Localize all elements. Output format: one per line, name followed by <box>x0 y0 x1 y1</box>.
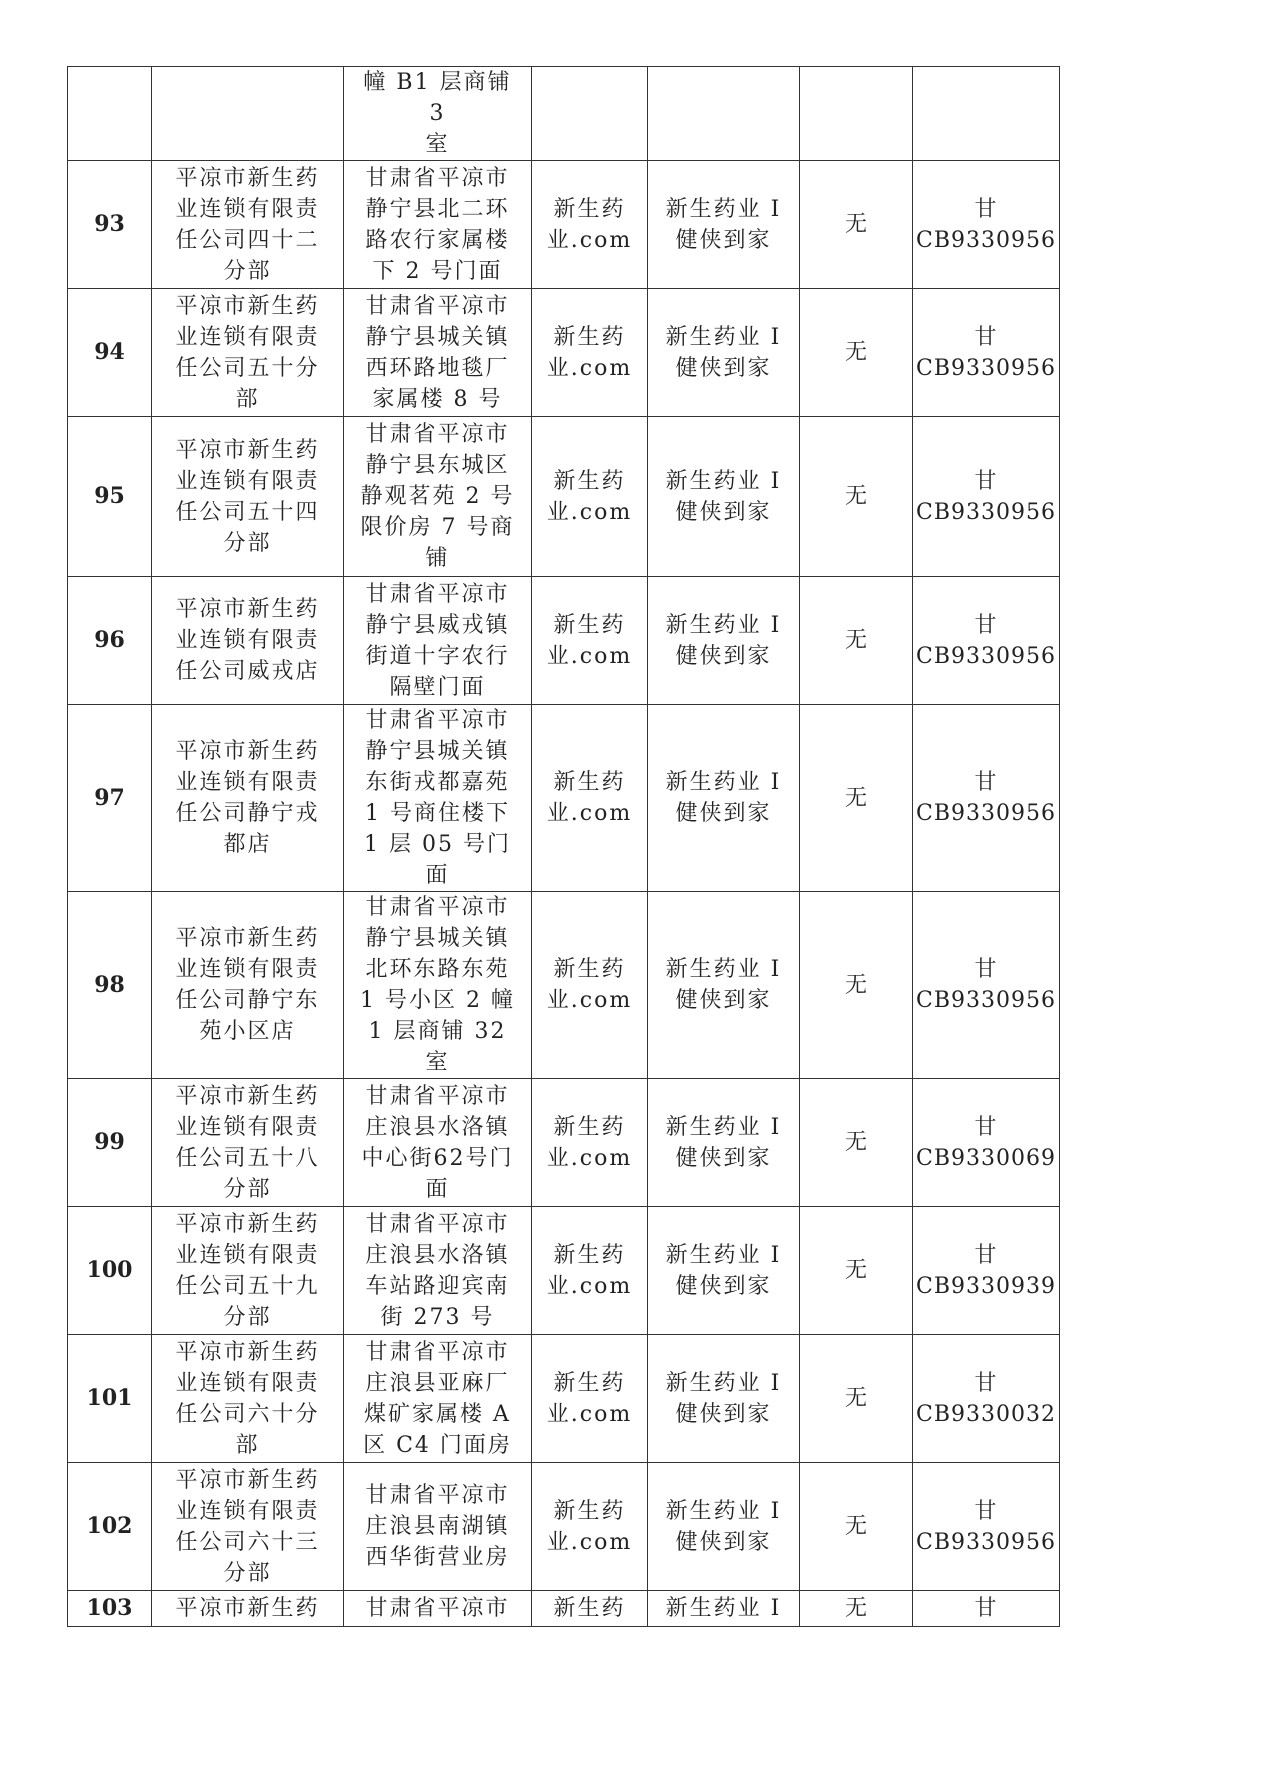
app-name-cell <box>648 892 800 1079</box>
branch-name-cell <box>152 1591 344 1627</box>
app-name: 新生药业 I 健侠到家 <box>665 612 782 669</box>
website: 新生药 业.com <box>546 1114 633 1171</box>
license-number-cell <box>913 577 1060 705</box>
website: 新生药 业.com <box>546 196 633 253</box>
branch-name: 平凉市新生药业连锁有限责任公司五十分部 <box>175 293 320 412</box>
license-number: 甘 CB9330956 <box>916 770 1056 826</box>
row-number-cell <box>68 417 152 577</box>
service-status: 无 <box>844 1130 867 1155</box>
service-status-cell <box>800 417 913 577</box>
service-status-cell <box>800 161 913 289</box>
app-name-cell <box>648 1079 800 1207</box>
app-name-cell <box>648 1335 800 1463</box>
branch-address: 甘肃省平凉市 <box>365 1596 510 1621</box>
branch-address-cell <box>344 161 532 289</box>
website-cell <box>532 577 648 705</box>
row-number: 97 <box>94 784 125 811</box>
table-row <box>68 705 1060 892</box>
branch-name: 平凉市新生药业连锁有限责任公司五十四分部 <box>175 437 320 556</box>
service-status: 无 <box>844 1258 867 1283</box>
website-cell <box>532 1207 648 1335</box>
row-number: 98 <box>94 971 125 998</box>
app-name: 新生药业 I 健侠到家 <box>665 1370 782 1427</box>
branch-name-cell <box>152 1207 344 1335</box>
service-status: 无 <box>844 212 867 237</box>
branch-address: 甘肃省平凉市静宁县城关镇西环路地毯厂家属楼 8 号 <box>365 293 510 412</box>
service-status: 无 <box>844 1514 867 1539</box>
app-name-cell <box>648 705 800 892</box>
table-row <box>68 417 1060 577</box>
license-number-cell <box>913 417 1060 577</box>
branch-name-cell <box>152 892 344 1079</box>
branch-address: 甘肃省平凉市静宁县城关镇东街戎都嘉苑 1 号商住楼下 1 层 05 号门面 <box>364 708 511 888</box>
license-number: 甘 CB9330032 <box>916 1370 1056 1427</box>
license-number-cell <box>913 1335 1060 1463</box>
branch-address: 甘肃省平凉市静宁县北二环路农行家属楼下 2 号门面 <box>365 165 510 284</box>
website: 新生药 业.com <box>546 957 633 1013</box>
license-number-cell <box>913 705 1060 892</box>
table-row <box>68 1463 1060 1591</box>
row-number: 100 <box>86 1257 133 1283</box>
branch-address-cell <box>344 1079 532 1207</box>
row-number-cell <box>68 67 152 161</box>
table-row <box>68 67 1060 161</box>
license-number-cell <box>913 1463 1060 1591</box>
branch-name-cell <box>152 1079 344 1207</box>
branch-address: 甘肃省平凉市静宁县威戎镇街道十字农行隔壁门面 <box>365 581 510 700</box>
service-status: 无 <box>844 1596 867 1621</box>
table-row <box>68 289 1060 417</box>
website-cell <box>532 892 648 1079</box>
service-status-cell <box>800 1591 913 1627</box>
table-row <box>68 1207 1060 1335</box>
service-status: 无 <box>844 484 867 509</box>
app-name: 新生药业 I 健侠到家 <box>665 196 782 253</box>
branch-name-cell <box>152 161 344 289</box>
app-name: 新生药业 I 健侠到家 <box>665 1498 782 1555</box>
service-status-cell <box>800 705 913 892</box>
service-status-cell <box>800 1335 913 1463</box>
row-number: 93 <box>94 211 125 237</box>
pharmacy-branch-table <box>67 66 1060 1627</box>
service-status-cell <box>800 1079 913 1207</box>
row-number-cell <box>68 1335 152 1463</box>
app-name-cell <box>648 1591 800 1627</box>
service-status-cell <box>800 1207 913 1335</box>
row-number: 94 <box>94 339 125 365</box>
app-name: 新生药业 I 健侠到家 <box>665 1242 782 1299</box>
app-name-cell <box>648 417 800 577</box>
website-cell <box>532 705 648 892</box>
license-number: 甘 CB9330956 <box>916 1498 1056 1555</box>
website: 新生药 业.com <box>546 1370 633 1427</box>
row-number-cell <box>68 1463 152 1591</box>
app-name-cell <box>648 161 800 289</box>
website-cell <box>532 1335 648 1463</box>
row-number-cell <box>68 1207 152 1335</box>
app-name: 新生药业 I 健侠到家 <box>665 770 782 826</box>
branch-name: 平凉市新生药 <box>175 1596 320 1621</box>
service-status: 无 <box>844 340 867 365</box>
branch-name: 平凉市新生药业连锁有限责任公司四十二分部 <box>175 165 320 284</box>
app-name: 新生药业 I 健侠到家 <box>665 468 782 525</box>
table-row <box>68 1335 1060 1463</box>
website-cell <box>532 1463 648 1591</box>
branch-name: 平凉市新生药业连锁有限责任公司静宁东苑小区店 <box>175 926 320 1044</box>
website: 新生药 业.com <box>546 1242 633 1299</box>
branch-address-cell <box>344 892 532 1079</box>
branch-name-cell <box>152 289 344 417</box>
service-status: 无 <box>844 1386 867 1411</box>
website-cell <box>532 67 648 161</box>
table-body <box>68 67 1060 1627</box>
branch-name-cell <box>152 577 344 705</box>
row-number: 101 <box>86 1385 133 1411</box>
service-status: 无 <box>844 628 867 653</box>
row-number: 96 <box>94 627 125 653</box>
app-name: 新生药业 I 健侠到家 <box>665 957 782 1013</box>
table-row <box>68 577 1060 705</box>
service-status-cell <box>800 1463 913 1591</box>
branch-address-cell <box>344 289 532 417</box>
row-number-cell <box>68 161 152 289</box>
website-cell <box>532 161 648 289</box>
branch-address: 甘肃省平凉市庄浪县水洛镇车站路迎宾南街 273 号 <box>365 1211 510 1330</box>
license-number-cell <box>913 161 1060 289</box>
branch-address: 甘肃省平凉市静宁县城关镇北环东路东苑 1 号小区 2 幢 1 层商铺 32 室 <box>360 895 515 1075</box>
row-number-cell <box>68 1079 152 1207</box>
branch-address-cell <box>344 67 532 161</box>
branch-address: 幢 B1 层商铺 3 室 <box>363 70 512 157</box>
website: 新生药 <box>553 1596 626 1621</box>
branch-address-cell <box>344 1591 532 1627</box>
branch-name: 平凉市新生药业连锁有限责任公司静宁戎都店 <box>175 739 320 857</box>
website: 新生药 业.com <box>546 468 633 525</box>
license-number: 甘 CB9330956 <box>916 468 1056 525</box>
branch-name-cell <box>152 67 344 161</box>
license-number: 甘 CB9330069 <box>916 1114 1056 1171</box>
service-status: 无 <box>844 785 867 811</box>
website: 新生药 业.com <box>546 612 633 669</box>
branch-name: 平凉市新生药业连锁有限责任公司五十九分部 <box>175 1211 320 1330</box>
branch-address: 甘肃省平凉市庄浪县亚麻厂煤矿家属楼 A 区 C4 门面房 <box>363 1339 512 1458</box>
branch-name-cell <box>152 1335 344 1463</box>
branch-name-cell <box>152 1463 344 1591</box>
website-cell <box>532 1079 648 1207</box>
app-name: 新生药业 I 健侠到家 <box>665 324 782 381</box>
license-number-cell <box>913 1079 1060 1207</box>
license-number-cell <box>913 289 1060 417</box>
table-row <box>68 1591 1060 1627</box>
branch-address-cell <box>344 417 532 577</box>
branch-address: 甘肃省平凉市静宁县东城区静观茗苑 2 号限价房 7 号商铺 <box>360 422 515 571</box>
branch-name: 平凉市新生药业连锁有限责任公司六十分部 <box>175 1339 320 1458</box>
row-number-cell <box>68 705 152 892</box>
branch-address-cell <box>344 1463 532 1591</box>
license-number: 甘 CB9330956 <box>916 957 1056 1013</box>
license-number-cell <box>913 67 1060 161</box>
website: 新生药 业.com <box>546 324 633 381</box>
service-status-cell <box>800 289 913 417</box>
branch-address-cell <box>344 1207 532 1335</box>
row-number: 102 <box>86 1513 133 1539</box>
license-number-cell <box>913 1207 1060 1335</box>
table-row <box>68 161 1060 289</box>
row-number-cell <box>68 577 152 705</box>
app-name-cell <box>648 289 800 417</box>
app-name-cell <box>648 1207 800 1335</box>
service-status: 无 <box>844 972 867 998</box>
website: 新生药 业.com <box>546 770 633 826</box>
license-number: 甘 CB9330956 <box>916 196 1056 253</box>
website-cell <box>532 1591 648 1627</box>
license-number-cell <box>913 1591 1060 1627</box>
service-status-cell <box>800 892 913 1079</box>
license-number-cell <box>913 892 1060 1079</box>
branch-address-cell <box>344 1335 532 1463</box>
branch-name-cell <box>152 705 344 892</box>
license-number: 甘 CB9330956 <box>916 612 1056 669</box>
table-row <box>68 1079 1060 1207</box>
website: 新生药 业.com <box>546 1498 633 1555</box>
branch-name: 平凉市新生药业连锁有限责任公司六十三分部 <box>175 1467 320 1586</box>
app-name: 新生药业 I 健侠到家 <box>665 1114 782 1171</box>
row-number: 95 <box>94 483 125 509</box>
app-name-cell <box>648 1463 800 1591</box>
service-status-cell <box>800 577 913 705</box>
branch-name: 平凉市新生药业连锁有限责任公司威戎店 <box>175 597 320 684</box>
license-number: 甘 <box>974 1596 998 1621</box>
license-number: 甘 CB9330939 <box>916 1242 1056 1299</box>
app-name-cell <box>648 577 800 705</box>
row-number-cell <box>68 289 152 417</box>
table-row <box>68 892 1060 1079</box>
branch-name: 平凉市新生药业连锁有限责任公司五十八分部 <box>175 1083 320 1202</box>
branch-address-cell <box>344 705 532 892</box>
website-cell <box>532 289 648 417</box>
license-number: 甘 CB9330956 <box>916 324 1056 381</box>
service-status-cell <box>800 67 913 161</box>
row-number: 103 <box>86 1595 133 1621</box>
row-number-cell <box>68 892 152 1079</box>
branch-address: 甘肃省平凉市庄浪县南湖镇西华街营业房 <box>365 1483 510 1570</box>
branch-name-cell <box>152 417 344 577</box>
website-cell <box>532 417 648 577</box>
app-name: 新生药业 I <box>665 1596 782 1621</box>
app-name-cell <box>648 67 800 161</box>
row-number-cell <box>68 1591 152 1627</box>
row-number: 99 <box>94 1129 125 1155</box>
branch-address-cell <box>344 577 532 705</box>
branch-address: 甘肃省平凉市庄浪县水洛镇中心街62号门面 <box>361 1083 514 1202</box>
